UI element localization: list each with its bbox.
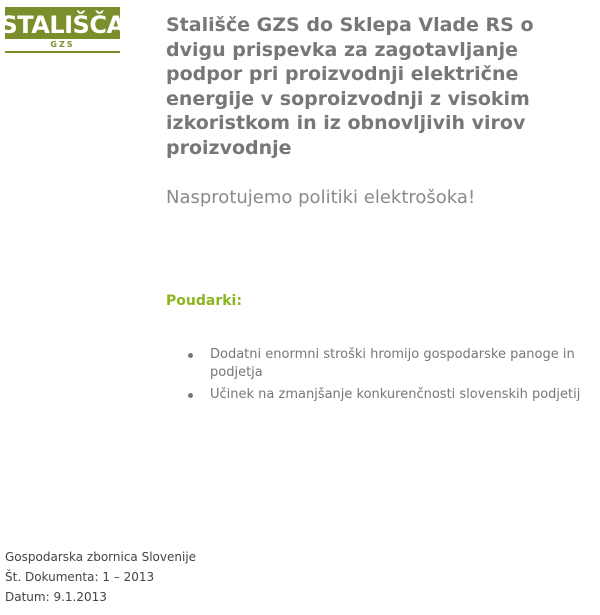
footer-organization: Gospodarska zbornica Slovenije bbox=[5, 550, 197, 564]
footer-date: Datum: 9.1.2013 bbox=[5, 590, 107, 604]
highlight-item bbox=[188, 346, 600, 382]
highlights-list bbox=[188, 346, 600, 408]
highlight-text: Dodatni enormni stroški hromijo gospodarske panoge in podjetja bbox=[210, 347, 575, 380]
logo-title: STALIŠČA bbox=[0, 11, 125, 39]
bullet-icon bbox=[188, 393, 193, 398]
bullet-icon bbox=[188, 353, 193, 358]
footer-document-number: Št. Dokumenta: 1 – 2013 bbox=[5, 570, 155, 584]
document-footer bbox=[5, 547, 196, 607]
highlight-text: Učinek na zmanjšanje konkurenčnosti slovenskih podjetij bbox=[210, 387, 581, 402]
document-title: Stališče GZS do Sklepa Vlade RS o dvigu prispevka za zagotavljanje podpor pri proizvodnji električne energije v soproizvodnji z visokim izkoristkom in iz obnovljivih virov proizvodnje bbox=[166, 14, 534, 159]
logo-subtitle: GZS bbox=[50, 40, 75, 49]
logo-subbar bbox=[5, 39, 120, 51]
highlights-heading: Poudarki: bbox=[166, 293, 242, 309]
document-subtitle: Nasprotujemo politiki elektrošoka! bbox=[166, 187, 476, 208]
highlight-item bbox=[188, 386, 600, 404]
stalisca-logo bbox=[0, 7, 125, 53]
